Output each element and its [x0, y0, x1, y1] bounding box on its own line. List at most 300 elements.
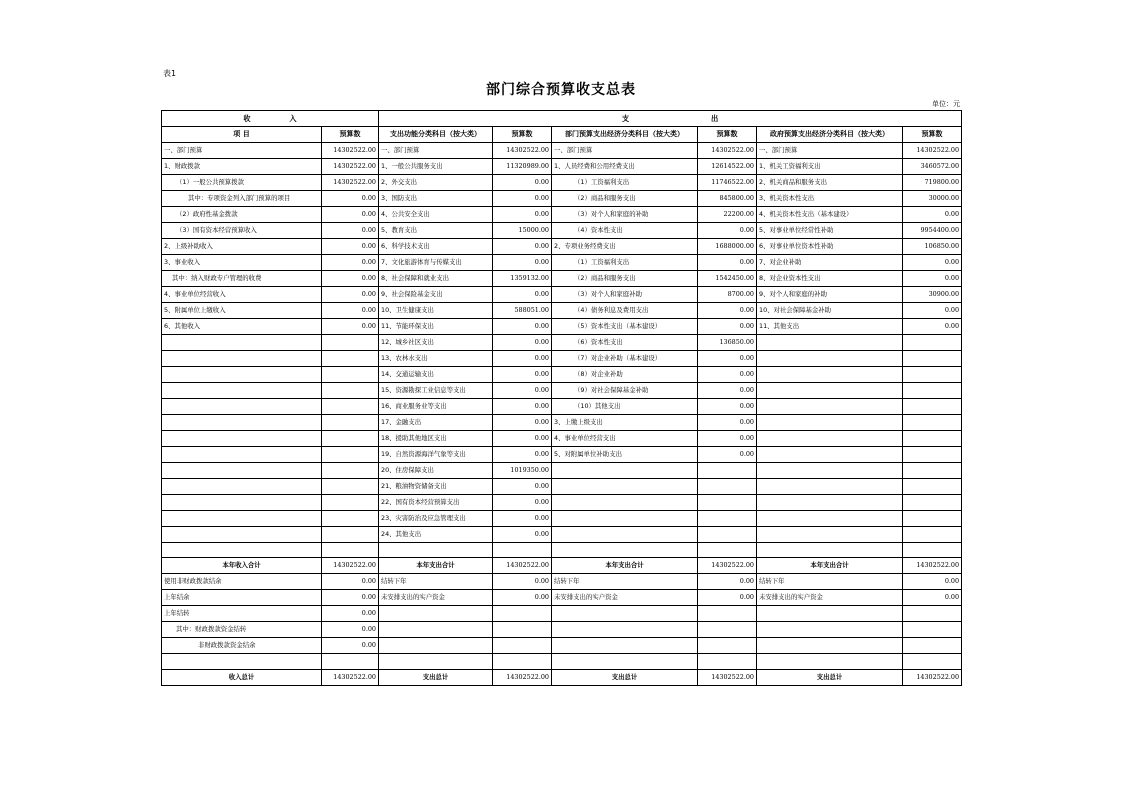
table-row	[162, 351, 962, 367]
item-cell: 支出总计	[379, 669, 493, 685]
item-cell: 5、附属单位上缴收入	[162, 303, 322, 319]
total-row	[162, 669, 962, 685]
item-cell: （4）资本性支出	[552, 223, 698, 239]
col-header: 预算数	[493, 127, 552, 143]
item-cell	[757, 527, 903, 543]
table-row	[162, 191, 962, 207]
amount-cell: 0.00	[493, 207, 552, 223]
amount-cell: 0.00	[698, 351, 757, 367]
amount-cell: 588051.00	[493, 303, 552, 319]
item-cell: （4）债务利息及费用支出	[552, 303, 698, 319]
table-row	[162, 175, 962, 191]
table-row	[162, 431, 962, 447]
item-cell	[162, 335, 322, 351]
amount-cell: 1542450.00	[698, 271, 757, 287]
item-cell: 其中：专项资金列入部门预算的项目	[162, 191, 322, 207]
amount-cell: 14302522.00	[698, 558, 757, 574]
amount-cell: 0.00	[493, 527, 552, 543]
amount-cell: 0.00	[903, 574, 962, 590]
amount-cell: 0.00	[493, 239, 552, 255]
expense-header	[379, 111, 962, 127]
amount-cell	[322, 527, 379, 543]
table-row	[162, 638, 962, 654]
amount-cell: 0.00	[322, 271, 379, 287]
amount-cell: 0.00	[903, 255, 962, 271]
item-cell	[162, 527, 322, 543]
amount-cell: 0.00	[698, 223, 757, 239]
item-cell: （2）商品和服务支出	[552, 271, 698, 287]
item-cell: 6、其他收入	[162, 319, 322, 335]
amount-cell: 14302522.00	[698, 669, 757, 685]
item-cell	[757, 351, 903, 367]
amount-cell	[698, 527, 757, 543]
item-cell: 4、机关资本性支出（基本建设）	[757, 207, 903, 223]
amount-cell	[493, 543, 552, 558]
amount-cell: 0.00	[322, 287, 379, 303]
item-cell: 非财政拨款资金结余	[162, 638, 322, 654]
amount-cell	[698, 606, 757, 622]
table-row	[162, 606, 962, 622]
amount-cell: 136850.00	[698, 335, 757, 351]
amount-cell: 14302522.00	[493, 669, 552, 685]
item-cell	[162, 367, 322, 383]
item-cell: 8、对企业资本性支出	[757, 271, 903, 287]
item-cell	[757, 638, 903, 654]
item-cell	[379, 543, 493, 558]
table-row	[162, 319, 962, 335]
amount-cell: 0.00	[493, 574, 552, 590]
item-cell: 10、卫生健康支出	[379, 303, 493, 319]
amount-cell: 106850.00	[903, 239, 962, 255]
item-cell: 上年结余	[162, 590, 322, 606]
item-cell: 3、机关资本性支出	[757, 191, 903, 207]
amount-cell	[322, 463, 379, 479]
amount-cell: 11320989.00	[493, 159, 552, 175]
item-cell	[757, 495, 903, 511]
total-row	[162, 558, 962, 574]
amount-cell	[322, 335, 379, 351]
item-cell: 11、节能环保支出	[379, 319, 493, 335]
amount-cell	[903, 383, 962, 399]
amount-cell: 14302522.00	[322, 175, 379, 191]
col-header: 部门预算支出经济分类科目（按大类）	[552, 127, 698, 143]
item-cell: 24、其他支出	[379, 527, 493, 543]
amount-cell	[903, 622, 962, 638]
item-cell: （9）对社会保障基金补助	[552, 383, 698, 399]
amount-cell	[903, 511, 962, 527]
item-cell	[552, 479, 698, 495]
item-cell	[757, 415, 903, 431]
item-cell: 2、专项业务经费支出	[552, 239, 698, 255]
item-cell	[162, 543, 322, 558]
amount-cell	[322, 431, 379, 447]
amount-cell: 0.00	[322, 207, 379, 223]
amount-cell: 14302522.00	[322, 143, 379, 159]
amount-cell: 14302522.00	[903, 143, 962, 159]
item-cell: 1、机关工资福利支出	[757, 159, 903, 175]
item-cell: 一、部门预算	[379, 143, 493, 159]
table-row	[162, 303, 962, 319]
item-cell: 结转下年	[379, 574, 493, 590]
item-cell	[162, 463, 322, 479]
amount-cell: 0.00	[493, 367, 552, 383]
item-cell: 1、财政拨款	[162, 159, 322, 175]
amount-cell	[322, 479, 379, 495]
amount-cell: 0.00	[698, 383, 757, 399]
amount-cell: 14302522.00	[322, 669, 379, 685]
item-cell	[757, 479, 903, 495]
amount-cell: 0.00	[698, 255, 757, 271]
item-cell	[379, 638, 493, 654]
item-cell	[757, 622, 903, 638]
item-cell: 一、部门预算	[552, 143, 698, 159]
amount-cell	[493, 654, 552, 669]
income-header-char: 收	[243, 114, 251, 123]
amount-cell	[322, 511, 379, 527]
item-cell	[757, 431, 903, 447]
amount-cell	[322, 383, 379, 399]
expense-header-char: 支	[621, 114, 630, 123]
item-cell	[552, 622, 698, 638]
item-cell: （7）对企业补助（基本建设）	[552, 351, 698, 367]
col-header: 项 目	[162, 127, 322, 143]
amount-cell: 11746522.00	[698, 175, 757, 191]
amount-cell: 0.00	[493, 255, 552, 271]
amount-cell: 0.00	[698, 447, 757, 463]
item-cell	[757, 447, 903, 463]
amount-cell	[903, 606, 962, 622]
item-cell: 16、商业服务业等支出	[379, 399, 493, 415]
amount-cell: 14302522.00	[698, 143, 757, 159]
amount-cell: 0.00	[322, 191, 379, 207]
table-row	[162, 367, 962, 383]
budget-table	[161, 110, 962, 686]
table-row	[162, 511, 962, 527]
item-cell: 本年收入合计	[162, 558, 322, 574]
table-row	[162, 590, 962, 606]
table-row	[162, 143, 962, 159]
item-cell: 1、人员经费和公用经费支出	[552, 159, 698, 175]
amount-cell: 0.00	[698, 431, 757, 447]
table-row	[162, 223, 962, 239]
amount-cell: 0.00	[322, 319, 379, 335]
item-cell	[757, 606, 903, 622]
income-header	[162, 111, 379, 127]
col-header: 支出功能分类科目（按大类）	[379, 127, 493, 143]
amount-cell	[903, 543, 962, 558]
top-header-row	[162, 111, 962, 127]
item-cell: 7、文化旅游体育与传媒支出	[379, 255, 493, 271]
table-row	[162, 255, 962, 271]
item-cell: 8、社会保障和就业支出	[379, 271, 493, 287]
amount-cell: 0.00	[322, 574, 379, 590]
item-cell	[162, 415, 322, 431]
amount-cell: 15000.00	[493, 223, 552, 239]
amount-cell	[322, 415, 379, 431]
item-cell	[757, 654, 903, 669]
page-title: 部门综合预算收支总表	[486, 82, 636, 98]
amount-cell	[322, 367, 379, 383]
table-row	[162, 271, 962, 287]
amount-cell	[698, 495, 757, 511]
item-cell	[162, 654, 322, 669]
item-cell: 本年支出合计	[757, 558, 903, 574]
item-cell	[757, 335, 903, 351]
amount-cell: 8700.00	[698, 287, 757, 303]
table-row	[162, 622, 962, 638]
table-row	[162, 574, 962, 590]
item-cell	[552, 654, 698, 669]
table-row	[162, 335, 962, 351]
amount-cell	[903, 399, 962, 415]
amount-cell	[493, 622, 552, 638]
amount-cell	[322, 654, 379, 669]
amount-cell: 0.00	[493, 383, 552, 399]
item-cell: 使用非财政拨款结余	[162, 574, 322, 590]
amount-cell	[903, 447, 962, 463]
item-cell: 11、其他支出	[757, 319, 903, 335]
amount-cell: 14302522.00	[903, 558, 962, 574]
item-cell: 结转下年	[552, 574, 698, 590]
item-cell	[379, 606, 493, 622]
item-cell: （3）国有资本经营预算收入	[162, 223, 322, 239]
table-row	[162, 159, 962, 175]
amount-cell: 0.00	[903, 207, 962, 223]
item-cell: 10、对社会保障基金补助	[757, 303, 903, 319]
amount-cell	[322, 543, 379, 558]
amount-cell	[903, 495, 962, 511]
item-cell: 17、金融支出	[379, 415, 493, 431]
amount-cell	[698, 463, 757, 479]
item-cell	[757, 367, 903, 383]
amount-cell	[903, 415, 962, 431]
item-cell: 22、国有资本经营预算支出	[379, 495, 493, 511]
amount-cell: 0.00	[322, 638, 379, 654]
item-cell: 1、一般公共服务支出	[379, 159, 493, 175]
item-cell: （3）对个人和家庭补助	[552, 287, 698, 303]
table-row	[162, 527, 962, 543]
item-cell	[162, 399, 322, 415]
item-cell: 本年支出合计	[379, 558, 493, 574]
amount-cell	[903, 351, 962, 367]
item-cell: 4、公共安全支出	[379, 207, 493, 223]
item-cell: 2、机关商品和服务支出	[757, 175, 903, 191]
amount-cell: 3460572.00	[903, 159, 962, 175]
item-cell: （8）对企业补助	[552, 367, 698, 383]
amount-cell: 0.00	[322, 223, 379, 239]
amount-cell: 845800.00	[698, 191, 757, 207]
amount-cell: 14302522.00	[493, 558, 552, 574]
amount-cell	[322, 447, 379, 463]
amount-cell	[903, 431, 962, 447]
item-cell: 4、事业单位经营收入	[162, 287, 322, 303]
amount-cell	[903, 335, 962, 351]
amount-cell: 0.00	[322, 239, 379, 255]
item-cell: 21、粮油物资储备支出	[379, 479, 493, 495]
item-cell: 23、灾害防治及应急管理支出	[379, 511, 493, 527]
amount-cell: 0.00	[493, 319, 552, 335]
amount-cell	[903, 654, 962, 669]
amount-cell	[698, 622, 757, 638]
item-cell	[552, 495, 698, 511]
amount-cell: 0.00	[698, 367, 757, 383]
table-row	[162, 287, 962, 303]
amount-cell	[493, 606, 552, 622]
item-cell	[552, 606, 698, 622]
item-cell: 3、上缴上级支出	[552, 415, 698, 431]
table-row	[162, 463, 962, 479]
item-cell: （2）商品和服务支出	[552, 191, 698, 207]
amount-cell: 14302522.00	[322, 558, 379, 574]
table-row	[162, 207, 962, 223]
item-cell: 14、交通运输支出	[379, 367, 493, 383]
item-cell: 2、外交支出	[379, 175, 493, 191]
item-cell: （5）资本性支出（基本建设）	[552, 319, 698, 335]
amount-cell: 0.00	[698, 415, 757, 431]
item-cell: 4、事业单位经营支出	[552, 431, 698, 447]
amount-cell: 9954400.00	[903, 223, 962, 239]
item-cell: 6、对事业单位资本性补助	[757, 239, 903, 255]
item-cell	[757, 511, 903, 527]
amount-cell: 0.00	[493, 495, 552, 511]
item-cell: 9、对个人和家庭的补助	[757, 287, 903, 303]
item-cell: 结转下年	[757, 574, 903, 590]
amount-cell: 14302522.00	[493, 143, 552, 159]
amount-cell: 0.00	[698, 574, 757, 590]
item-cell: 其中：纳入财政专户管理的收费	[162, 271, 322, 287]
item-cell: 支出总计	[757, 669, 903, 685]
item-cell	[162, 511, 322, 527]
amount-cell: 1688000.00	[698, 239, 757, 255]
item-cell	[757, 463, 903, 479]
table-row	[162, 399, 962, 415]
item-cell	[162, 431, 322, 447]
amount-cell: 0.00	[493, 175, 552, 191]
item-cell: （6）资本性支出	[552, 335, 698, 351]
amount-cell: 0.00	[493, 191, 552, 207]
amount-cell	[322, 399, 379, 415]
col-header: 预算数	[698, 127, 757, 143]
item-cell: 一、部门预算	[162, 143, 322, 159]
item-cell: （1）一般公共预算拨款	[162, 175, 322, 191]
amount-cell: 0.00	[493, 351, 552, 367]
item-cell: 未安排支出的实户资金	[757, 590, 903, 606]
item-cell: 7、对企业补助	[757, 255, 903, 271]
item-cell	[162, 447, 322, 463]
item-cell: 3、事业收入	[162, 255, 322, 271]
col-header: 政府预算支出经济分类科目（按大类）	[757, 127, 903, 143]
item-cell: 本年支出合计	[552, 558, 698, 574]
item-cell	[379, 622, 493, 638]
amount-cell: 0.00	[322, 255, 379, 271]
item-cell: 13、农林水支出	[379, 351, 493, 367]
amount-cell: 0.00	[493, 479, 552, 495]
item-cell: 3、国防支出	[379, 191, 493, 207]
item-cell: 15、资源勘探工业信息等支出	[379, 383, 493, 399]
amount-cell	[903, 527, 962, 543]
item-cell	[552, 463, 698, 479]
amount-cell: 0.00	[698, 590, 757, 606]
item-cell: 12、城乡社区支出	[379, 335, 493, 351]
item-cell: （10）其他支出	[552, 399, 698, 415]
amount-cell: 0.00	[493, 335, 552, 351]
amount-cell: 1019350.00	[493, 463, 552, 479]
amount-cell	[698, 638, 757, 654]
amount-cell: 0.00	[493, 511, 552, 527]
table-row	[162, 447, 962, 463]
amount-cell: 0.00	[322, 622, 379, 638]
item-cell: （1）工资福利支出	[552, 255, 698, 271]
amount-cell	[903, 367, 962, 383]
item-cell	[757, 383, 903, 399]
amount-cell: 0.00	[493, 287, 552, 303]
income-header-char: 入	[289, 114, 297, 123]
amount-cell	[698, 543, 757, 558]
table-row	[162, 479, 962, 495]
item-cell: 5、教育支出	[379, 223, 493, 239]
amount-cell: 30900.00	[903, 287, 962, 303]
amount-cell	[493, 638, 552, 654]
item-cell: 上年结转	[162, 606, 322, 622]
table-row	[162, 239, 962, 255]
amount-cell: 1359132.00	[493, 271, 552, 287]
item-cell: 6、科学技术支出	[379, 239, 493, 255]
item-cell	[162, 383, 322, 399]
item-cell: 20、住房保障支出	[379, 463, 493, 479]
amount-cell: 0.00	[903, 271, 962, 287]
item-cell: 9、社会保险基金支出	[379, 287, 493, 303]
amount-cell: 0.00	[322, 606, 379, 622]
expense-header-char: 出	[710, 114, 719, 123]
table-row	[162, 543, 962, 558]
item-cell: 未安排支出的实户资金	[379, 590, 493, 606]
amount-cell: 0.00	[698, 303, 757, 319]
item-cell	[552, 543, 698, 558]
amount-cell: 719800.00	[903, 175, 962, 191]
column-header-row	[162, 127, 962, 143]
table-row	[162, 383, 962, 399]
item-cell	[552, 638, 698, 654]
item-cell: 未安排支出的实户资金	[552, 590, 698, 606]
amount-cell: 0.00	[322, 303, 379, 319]
amount-cell: 0.00	[493, 590, 552, 606]
item-cell: 收入总计	[162, 669, 322, 685]
amount-cell: 0.00	[903, 319, 962, 335]
amount-cell	[322, 351, 379, 367]
item-cell: （3）对个人和家庭的补助	[552, 207, 698, 223]
col-header: 预算数	[903, 127, 962, 143]
item-cell: 其中：财政拨款资金结转	[162, 622, 322, 638]
item-cell: （2）政府性基金拨款	[162, 207, 322, 223]
table-row	[162, 415, 962, 431]
item-cell: （1）工资福利支出	[552, 175, 698, 191]
amount-cell: 0.00	[493, 431, 552, 447]
amount-cell: 0.00	[493, 447, 552, 463]
amount-cell: 0.00	[903, 303, 962, 319]
item-cell	[379, 654, 493, 669]
item-cell: 支出总计	[552, 669, 698, 685]
amount-cell: 22200.00	[698, 207, 757, 223]
amount-cell: 0.00	[322, 590, 379, 606]
amount-cell	[698, 654, 757, 669]
amount-cell: 14302522.00	[903, 669, 962, 685]
amount-cell: 0.00	[698, 319, 757, 335]
col-header: 预算数	[322, 127, 379, 143]
table-row	[162, 495, 962, 511]
item-cell: 一、部门预算	[757, 143, 903, 159]
item-cell	[552, 527, 698, 543]
table-row	[162, 654, 962, 669]
